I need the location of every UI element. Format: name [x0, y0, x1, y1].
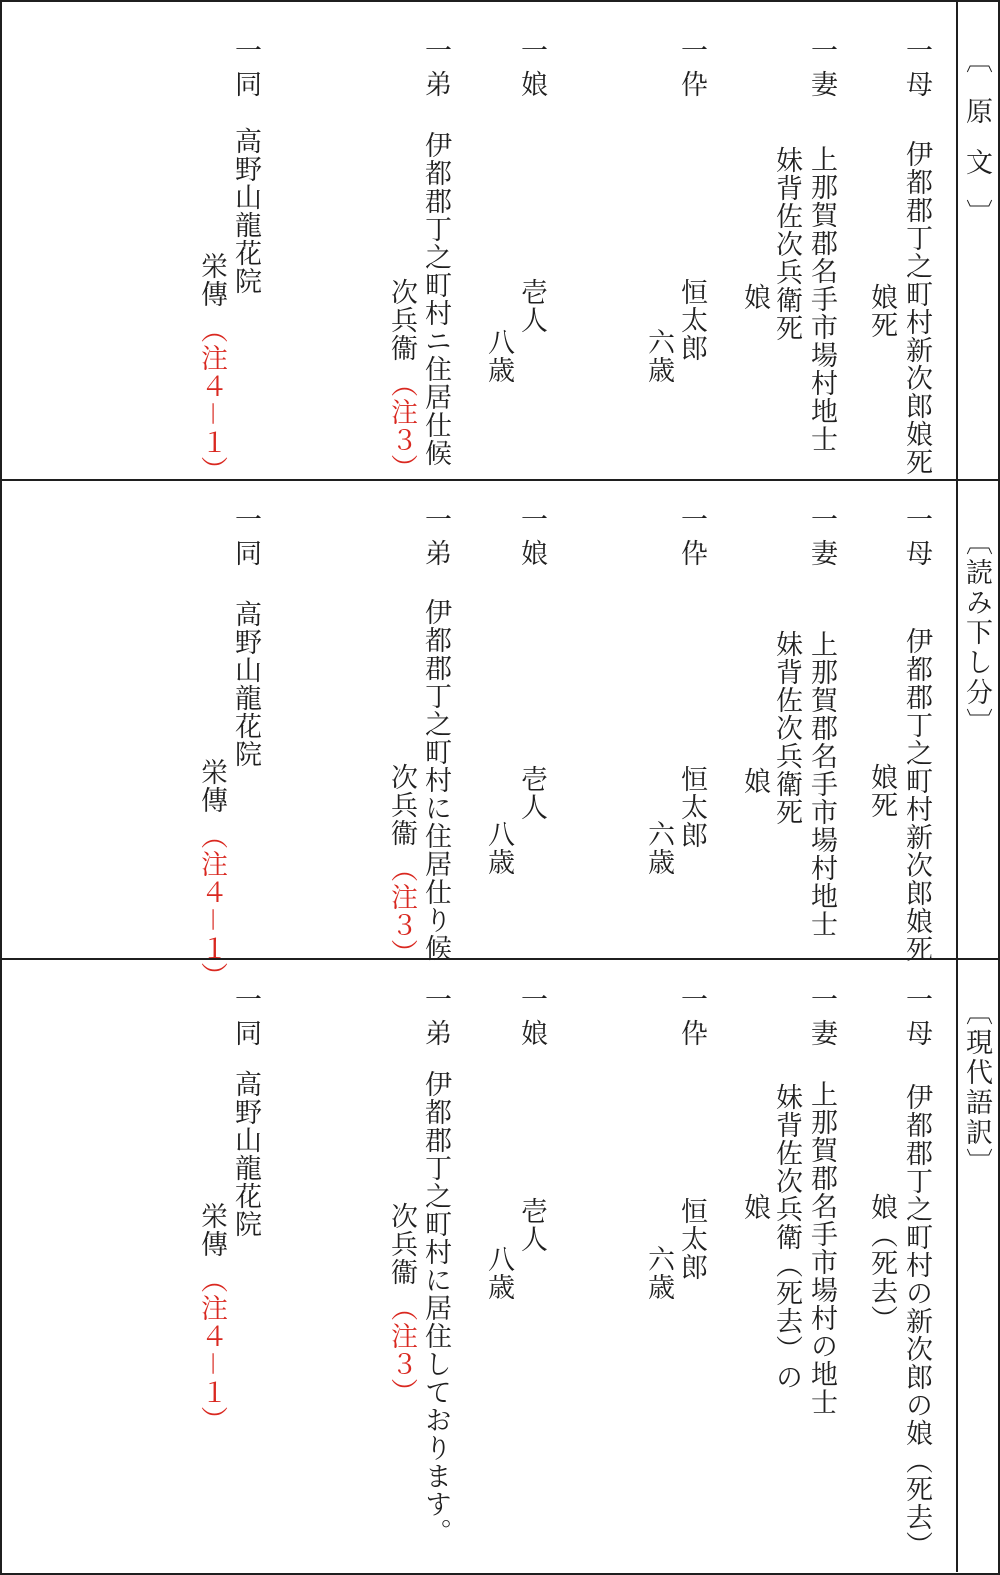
entry-relation-mother: 一母 — [902, 36, 932, 104]
person-name: 次兵衞 — [387, 1202, 417, 1286]
person-name: 栄傳 — [197, 758, 227, 814]
entry-main-wife: 上那賀郡名手市場村地士 — [807, 630, 837, 938]
entry-relation-son: 一伜 — [677, 505, 707, 573]
section-header-cell — [956, 481, 998, 958]
entry-relation-daughter: 一娘 — [517, 36, 547, 104]
entry-main-wife: 上那賀郡名手市場村地士 — [807, 145, 837, 453]
entry-relation-brother: 一弟 — [421, 36, 451, 104]
entry-sub-daughter: 八歳 — [484, 328, 514, 384]
entry-relation-wife: 一妻 — [807, 505, 837, 573]
person-name: 栄傳 — [197, 252, 227, 308]
entry-main-daughter: 壱人 — [517, 278, 547, 334]
person-name: 栄傳 — [197, 1202, 227, 1258]
note-ref-4-1: （注４－１） — [197, 316, 227, 484]
entry-main-brother: 伊都郡丁之町村に居住しております。 — [421, 1070, 451, 1546]
entry-sub-wife: 妹背佐次兵衛（死去）の — [772, 1083, 802, 1391]
entry-main-ditto: 高野山龍花院 — [231, 127, 261, 295]
entry-sub-ditto — [198, 1202, 225, 1434]
person-name: 次兵衞 — [387, 763, 417, 847]
entry-main-son: 恒太郎 — [677, 765, 707, 849]
entry-sub-mother: 娘（死去） — [867, 1193, 897, 1333]
entry-main-daughter: 壱人 — [517, 1197, 547, 1253]
entry-sub-wife: 妹背佐次兵衛死 — [772, 146, 802, 342]
entry-sub-daughter: 八歳 — [484, 1245, 514, 1301]
entry-main-ditto: 高野山龍花院 — [231, 600, 261, 768]
entry-sub-brother — [388, 763, 415, 967]
section-title: 〔読み下し分〕 — [962, 528, 992, 738]
entry-main-mother: 伊都郡丁之町村の新次郎の娘（死去） — [902, 1083, 932, 1559]
entry-sub-daughter: 八歳 — [484, 820, 514, 876]
section-header-cell — [956, 2, 998, 479]
entry-main-brother: 伊都郡丁之町村ニ住居仕候 — [421, 131, 451, 467]
entry-sub2-wife: 娘 — [740, 767, 770, 795]
note-ref-3: （注３） — [387, 370, 417, 482]
entry-relation-brother: 一弟 — [421, 985, 451, 1053]
section-title: 〔原文〕 — [962, 46, 992, 250]
entry-sub-ditto — [198, 758, 225, 990]
entry-main-son: 恒太郎 — [677, 1197, 707, 1281]
entry-relation-daughter: 一娘 — [517, 985, 547, 1053]
entry-relation-mother: 一母 — [902, 505, 932, 573]
entry-sub2-wife: 娘 — [740, 283, 770, 311]
entry-relation-ditto: 一同 — [231, 985, 261, 1053]
entry-main-mother: 伊都郡丁之町村新次郎娘死 — [902, 627, 932, 963]
entry-main-ditto: 高野山龍花院 — [231, 1070, 261, 1238]
entry-sub-son: 六歳 — [644, 1245, 674, 1301]
section-genbun — [2, 2, 998, 484]
entry-relation-son: 一伜 — [677, 36, 707, 104]
person-name: 次兵衞 — [387, 278, 417, 362]
entry-relation-wife: 一妻 — [807, 985, 837, 1053]
note-ref-3: （注３） — [387, 1294, 417, 1406]
entry-sub-brother — [388, 1202, 415, 1406]
entry-relation-brother: 一弟 — [421, 505, 451, 573]
entry-main-son: 恒太郎 — [677, 278, 707, 362]
entry-sub-brother — [388, 278, 415, 482]
entry-sub-mother: 娘死 — [867, 283, 897, 339]
entry-sub-ditto — [198, 252, 225, 484]
entry-sub2-wife: 娘 — [740, 1193, 770, 1221]
entry-main-wife: 上那賀郡名手市場村の地士 — [807, 1080, 837, 1416]
entry-relation-son: 一伜 — [677, 985, 707, 1053]
entry-relation-ditto: 一同 — [231, 36, 261, 104]
entry-sub-son: 六歳 — [644, 328, 674, 384]
entry-sub-wife: 妹背佐次兵衛死 — [772, 630, 802, 826]
section-header-cell — [956, 960, 998, 1572]
note-ref-3: （注３） — [387, 855, 417, 967]
section-yomikudashi — [2, 481, 998, 990]
note-ref-4-1: （注４－１） — [197, 822, 227, 990]
section-title: 〔現代語訳〕 — [962, 998, 992, 1178]
entry-sub-son: 六歳 — [644, 820, 674, 876]
entry-main-daughter: 壱人 — [517, 765, 547, 821]
entry-relation-wife: 一妻 — [807, 36, 837, 104]
entry-sub-mother: 娘死 — [867, 763, 897, 819]
entry-relation-ditto: 一同 — [231, 505, 261, 573]
note-ref-4-1: （注４－１） — [197, 1266, 227, 1434]
entry-relation-mother: 一母 — [902, 985, 932, 1053]
section-gendaigoyaku — [2, 960, 998, 1572]
entry-relation-daughter: 一娘 — [517, 505, 547, 573]
entry-main-brother: 伊都郡丁之町村に住居仕り候 — [421, 598, 451, 962]
entry-main-mother: 伊都郡丁之町村新次郎娘死 — [902, 140, 932, 476]
